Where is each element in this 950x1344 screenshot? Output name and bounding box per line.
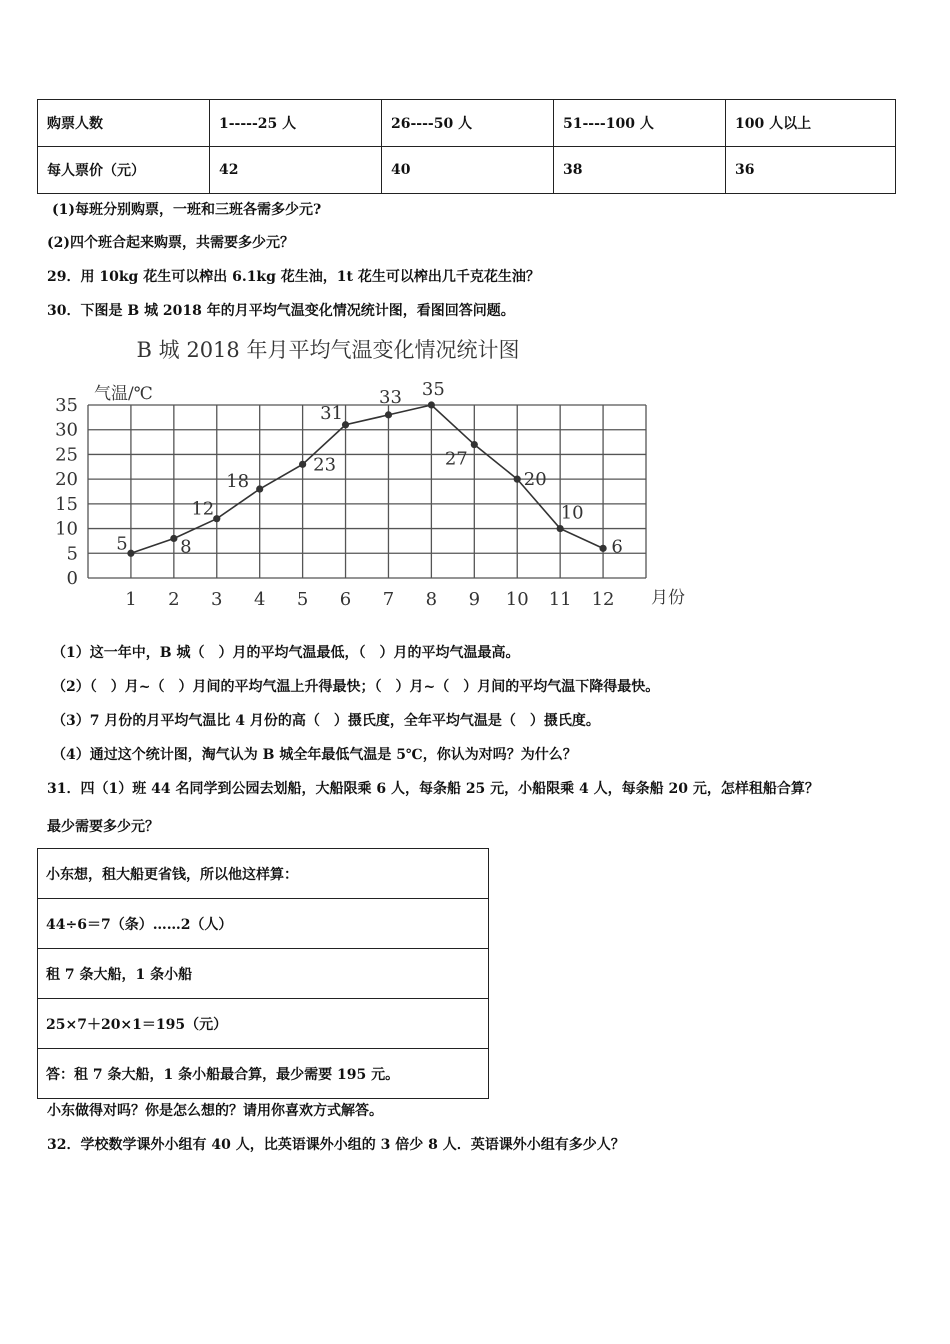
table-row (38, 100, 896, 147)
chart-grid (88, 402, 646, 578)
data-label: 27 (444, 448, 468, 470)
box-line: 小东想，租大船更省钱，所以他这样算： (38, 849, 489, 899)
table-row (38, 899, 489, 949)
data-label: 5 (116, 533, 128, 555)
q30-sub4: （4）通过这个统计图，淘气认为 B 城全年最低气温是 5℃，你认为对吗？为什么？ (52, 747, 577, 763)
box-line: 答：租 7 条大船，1 条小船最合算，最少需要 195 元。 (38, 1049, 489, 1099)
data-point (428, 401, 435, 408)
data-point (385, 411, 392, 418)
data-point (256, 485, 263, 492)
y-tick-label: 10 (55, 518, 78, 540)
y-axis-label: 气温/℃ (94, 384, 153, 404)
data-point (514, 476, 521, 483)
x-tick-label: 10 (505, 589, 529, 610)
temperature-line-chart (50, 333, 710, 613)
question-29: 29．用 10kg 花生可以榨出 6.1kg 花生油，1t 花生可以榨出几千克花生油？ (47, 269, 540, 285)
q28-sub1: (1)每班分别购票，一班和三班各需多少元? (52, 202, 322, 218)
table-cell: 40 (382, 147, 554, 194)
table-cell: 购票人数 (38, 100, 210, 147)
y-tick-label: 15 (55, 493, 78, 515)
table-cell: 38 (554, 147, 726, 194)
chart-title: B 城 2018 年月平均气温变化情况统计图 (136, 338, 520, 362)
data-point (127, 550, 134, 557)
table-cell: 1-----25 人 (210, 100, 382, 147)
x-tick-label: 9 (468, 589, 481, 610)
data-label: 10 (560, 502, 584, 524)
question-32: 32．学校数学课外小组有 40 人，比英语课外小组的 3 倍少 8 人．英语课外小组有多少人？ (47, 1137, 625, 1153)
x-tick-label: 12 (591, 589, 615, 610)
x-tick-label: 4 (253, 589, 266, 610)
table-row (38, 147, 896, 194)
table-cell: 42 (210, 147, 382, 194)
y-tick-label: 20 (55, 469, 78, 491)
data-label: 20 (523, 469, 547, 491)
data-label: 33 (379, 386, 402, 408)
y-tick-label: 25 (55, 444, 78, 466)
data-label: 31 (320, 402, 343, 424)
x-tick-label: 6 (339, 589, 352, 610)
q30-sub1: （1）这一年中，B 城（ ）月的平均气温最低，（ ）月的平均气温最高。 (52, 645, 520, 661)
table-cell: 51----100 人 (554, 100, 726, 147)
x-axis-label: 月份 (651, 588, 685, 608)
x-tick-label: 1 (125, 589, 137, 610)
ticket-price-table (37, 99, 896, 194)
x-tick-label: 3 (211, 589, 223, 610)
data-point (557, 525, 564, 532)
data-label: 23 (313, 454, 337, 476)
question-31-followup: 小东做得对吗？你是怎么想的？请用你喜欢方式解答。 (47, 1103, 383, 1119)
table-row (38, 999, 489, 1049)
data-point (170, 535, 177, 542)
table-cell: 36 (726, 147, 896, 194)
data-label: 18 (226, 471, 250, 493)
data-label: 12 (191, 498, 215, 520)
y-tick-label: 30 (55, 419, 78, 441)
table-cell: 100 人以上 (726, 100, 896, 147)
data-label: 35 (421, 379, 445, 400)
data-label: 8 (180, 536, 192, 558)
data-point (471, 441, 478, 448)
solution-box (37, 848, 489, 1099)
question-30-stem: 30．下图是 B 城 2018 年的月平均气温变化情况统计图，看图回答问题。 (47, 303, 515, 319)
q30-sub2: （2）（ ）月~（ ）月间的平均气温上升得最快；（ ）月~（ ）月间的平均气温下降得最快。 (52, 679, 660, 695)
question-31-stem: 31．四（1）班 44 名同学到公园去划船，大船限乘 6 人，每条船 25 元，小船限乘 4 人，每条船 20 元，怎样租船合算？ (47, 781, 819, 797)
data-point (342, 421, 349, 428)
data-point (213, 515, 220, 522)
table-cell: 每人票价（元） (38, 147, 210, 194)
x-tick-label: 8 (425, 589, 438, 610)
box-line: 租 7 条大船，1 条小船 (38, 949, 489, 999)
table-cell: 26----50 人 (382, 100, 554, 147)
table-row (38, 849, 489, 899)
q30-sub3: （3）7 月份的月平均气温比 4 月份的高（ ）摄氏度，全年平均气温是（ ）摄氏度。 (52, 713, 600, 729)
data-point (299, 461, 306, 468)
y-tick-label: 0 (66, 568, 78, 589)
x-tick-label: 7 (382, 589, 395, 610)
q28-sub2: (2)四个班合起来购票，共需要多少元？ (47, 235, 294, 251)
table-row (38, 949, 489, 999)
x-tick-label: 11 (548, 589, 572, 610)
data-label: 6 (611, 536, 623, 558)
box-line: 44÷6＝7（条）……2（人） (38, 899, 489, 949)
data-point (599, 545, 606, 552)
y-tick-label: 5 (66, 543, 78, 565)
y-tick-label: 35 (55, 395, 78, 416)
x-tick-label: 5 (296, 589, 309, 610)
question-31-stem-cont: 最少需要多少元？ (47, 819, 159, 835)
chart-series (116, 379, 623, 557)
box-line: 25×7＋20×1＝195（元） (38, 999, 489, 1049)
x-tick-label: 2 (168, 589, 180, 610)
table-row (38, 1049, 489, 1099)
